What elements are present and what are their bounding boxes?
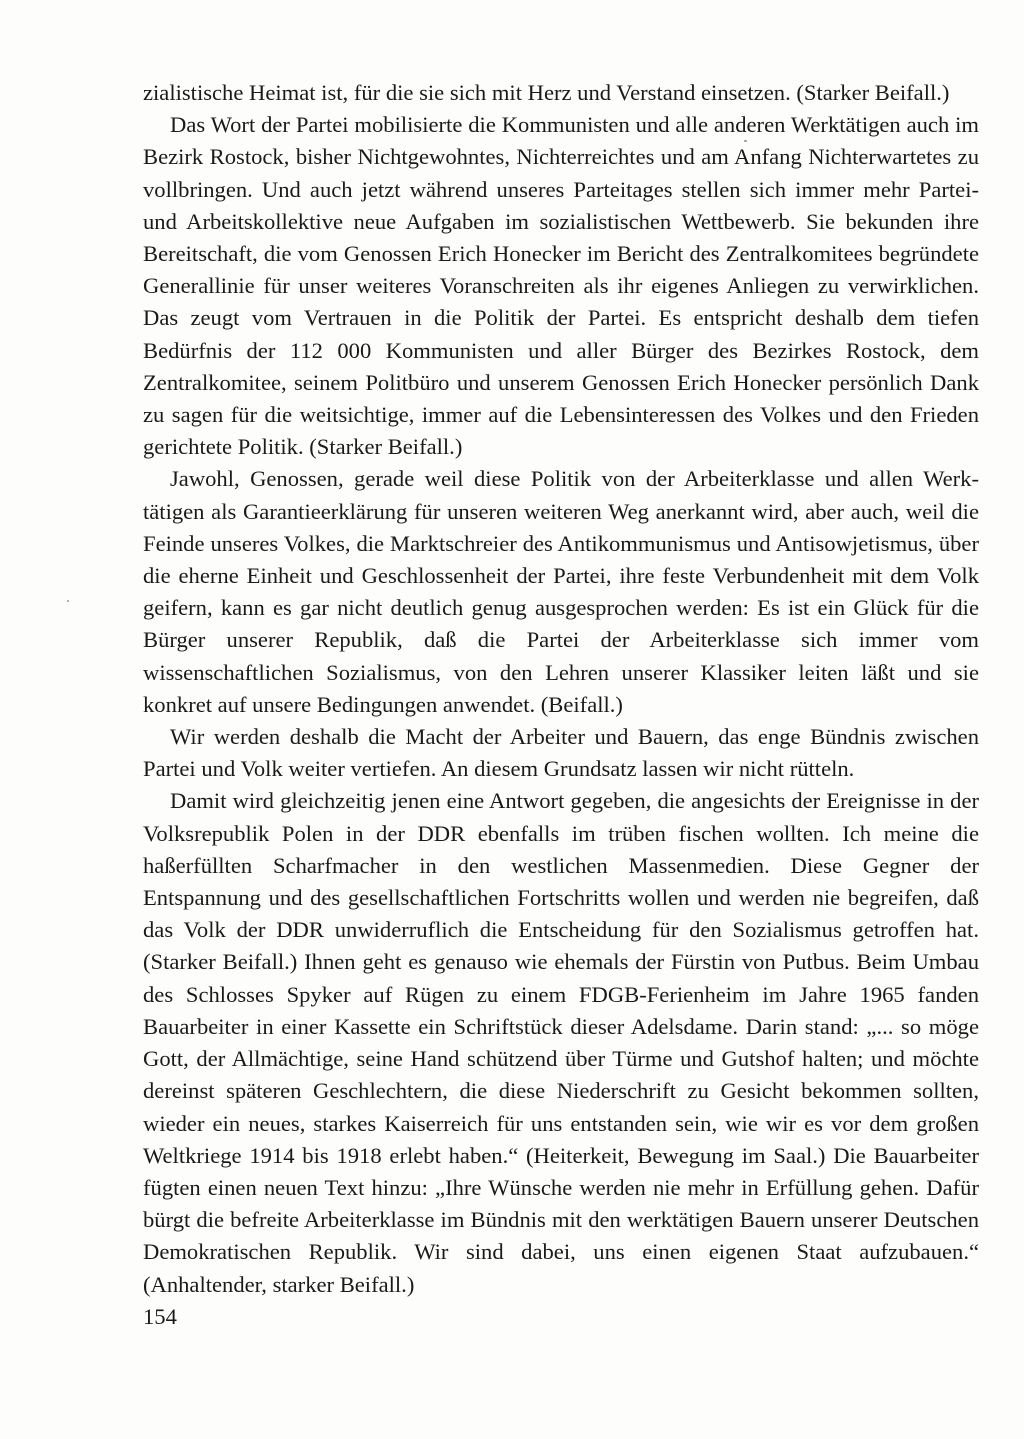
page-number: 154 xyxy=(143,1304,177,1329)
body-text xyxy=(143,77,979,1301)
paragraph-2: Das Wort der Partei mobilisierte die Kommunisten und alle anderen Werktätigen auch im Bezirk Rostock, bisher Nichtgewohntes, Nichterreichtes und am Anfang Nichterwartetes zu vollbringen. Und auch jetzt während unseres Parteitages stellen sich immer mehr Partei- und Arbeitskollektive neue Aufgaben im sozialistischen Wettbewerb. Sie bekunden ihre Bereitschaft, die vom Genossen Erich Honecker im Bericht des Zentralkomitees begründete Generallinie für unser weiteres Voranschreiten als ihr eigenes Anliegen zu verwirklichen. Das zeugt vom Vertrauen in die Politik der Partei. Es entspricht deshalb dem tiefen Bedürfnis der 112 000 Kommunisten und aller Bürger des Bezirkes Rostock, dem Zentralkomitee, seinem Politbüro und unserem Genossen Erich Honecker persönlich Dank zu sagen für die weitsichtige, immer auf die Lebensinteressen des Volkes und den Frieden gerichtete Politik. (Starker Beifall.) xyxy=(143,112,979,460)
paragraph-5: Damit wird gleichzeitig jenen eine Antwort gegeben, die angesichts der Ereignisse in der Volksrepublik Polen in der DDR ebenfalls im trüben fischen wollten. Ich meine die haßerfüllten Scharfmacher in den westlichen Massenmedien. Diese Gegner der Entspannung und des gesellschaftlichen Fortschritts wollen und werden nie begreifen, daß das Volk der DDR unwiderruflich die Entscheidung für den Sozialismus getroffen hat. (Starker Beifall.) Ihnen geht es genauso wie ehemals der Fürstin von Putbus. Beim Umbau des Schlosses Spyker auf Rügen zu einem FDGB-Ferienheim im Jahre 1965 fanden Bauarbeiter in einer Kassette ein Schriftstück dieser Adelsdame. Darin stand: „... so möge Gott, der Allmächtige, seine Hand schützend über Türme und Gutshof halten; und möchte dereinst späteren Geschlechtern, die diese Niederschrift zu Gesicht bekommen sollten, wieder ein neues, starkes Kaiserreich für uns entstanden sein, wie wir es vor dem großen Weltkriege 1914 bis 1918 erlebt haben.“ (Heiterkeit, Bewegung im Saal.) Die Bauarbeiter fügten einen neuen Text hinzu: „Ihre Wünsche werden nie mehr in Erfüllung gehen. Dafür bürgt die befreite Arbeiterklasse im Bündnis mit den werktätigen Bauern unserer Deutschen Demokratischen Republik. Wir sind dabei, uns einen eigenen Staat aufzubauen.“ (Anhaltender, starker Beifall.) xyxy=(143,788,979,1297)
paragraph-4: Wir werden deshalb die Macht der Arbeiter und Bauern, das enge Bündnis zwischen Partei und Volk weiter vertiefen. An diesem Grundsatz lassen wir nicht rütteln. xyxy=(143,724,979,782)
paragraph-3: Jawohl, Genossen, gerade weil diese Politik von der Arbeiterklasse und allen Werktätigen als Garantieerklärung für unseren weiteren Weg anerkannt wird, aber auch, weil die Feinde unseres Volkes, die Marktschreier des Antikommunismus und Antisowjetismus, über die eherne Einheit und Geschlossenheit der Partei, ihre feste Verbundenheit mit dem Volk geifern, kann es gar nicht deutlich genug ausgesprochen werden: Es ist ein Glück für die Bürger unserer Republik, daß die Partei der Arbeiterklasse sich immer vom wissenschaftlichen Sozialismus, von den Lehren unserer Klassiker leiten läßt und sie konkret auf unsere Bedingungen anwendet. (Beifall.) xyxy=(143,466,979,717)
scan-speck xyxy=(744,140,747,142)
paragraph-1: zialistische Heimat ist, für die sie sich mit Herz und Verstand einsetzen. (Starker Beifall.) xyxy=(143,80,950,105)
scan-speck xyxy=(67,600,69,602)
